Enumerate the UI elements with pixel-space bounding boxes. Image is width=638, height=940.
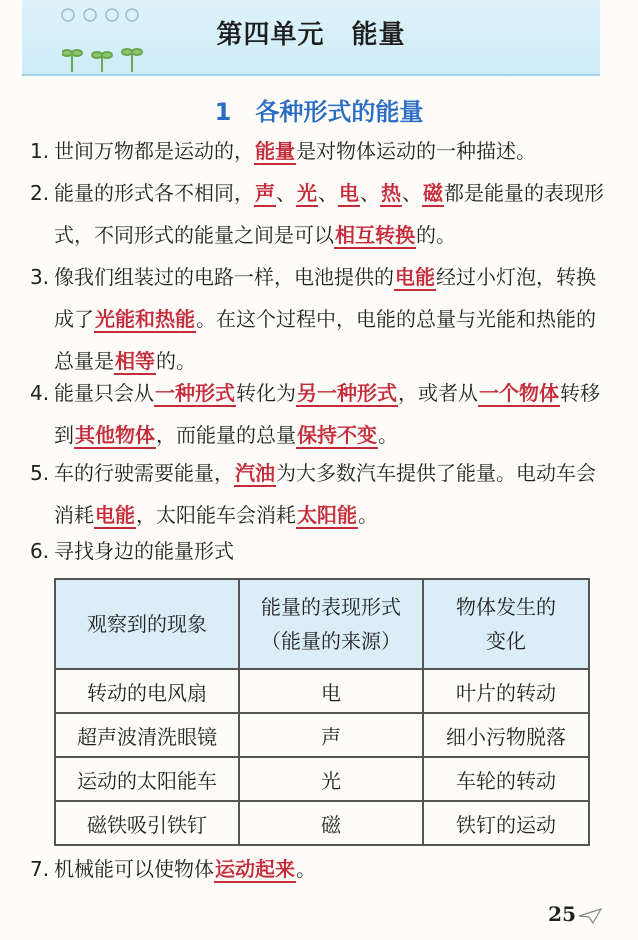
table-cell: 运动的太阳能车 [55,757,239,801]
item-number: 1. [30,139,50,163]
item-text [54,452,612,536]
item-text-part: 转化为 [236,381,296,405]
item-text-part: 机械能可以使物体 [54,857,214,881]
table-header-row [55,579,589,669]
item-text-part: 为大多数汽车提供了能量。电动车会消耗 [54,461,596,527]
table-header: 物体发生的 变化 [423,579,589,669]
list-item [30,256,612,382]
table-cell: 声 [239,713,423,757]
answer-text: 其他物体 [75,423,155,447]
item-text-part: 、 [402,181,422,205]
table-cell: 磁铁吸引铁钉 [55,801,239,845]
item-text-part: 、 [360,181,380,205]
item-number: 5. [30,461,50,485]
answer-text: 光 [297,181,317,205]
table-cell: 车轮的转动 [423,757,589,801]
answer-text: 声 [255,181,275,205]
table-cell: 铁钉的运动 [423,801,589,845]
table-header: 能量的表现形式 （能量的来源） [239,579,423,669]
list-item [30,130,612,172]
answer-text: 一种形式 [155,381,235,405]
list-item [30,530,612,572]
item-text [54,172,612,256]
answer-text: 汽油 [235,461,275,485]
answer-text: 保持不变 [297,423,377,447]
table-cell: 超声波清洗眼镜 [55,713,239,757]
item-text-part: 能量的形式各不相同， [54,181,254,205]
item-text-part: 寻找身边的能量形式 [54,539,234,563]
item-number: 3. [30,265,50,289]
unit-title: 第四单元 能量 [216,20,406,50]
lesson-title: 1 各种形式的能量 [214,98,424,126]
table-cell: 叶片的转动 [423,669,589,713]
page-number: 25 [548,902,576,926]
item-text-part: 车的行驶需要能量， [54,461,234,485]
paper-plane-icon [578,908,602,924]
item-text-part: 。 [378,423,398,447]
table-cell: 电 [239,669,423,713]
item-number: 6. [30,539,50,563]
table-cell: 光 [239,757,423,801]
item-number: 4. [30,381,50,405]
table-header: 观察到的现象 [55,579,239,669]
item-text-part: 、 [318,181,338,205]
answer-text: 磁 [423,181,443,205]
table-cell: 细小污物脱落 [423,713,589,757]
item-text-part: ，太阳能车会消耗 [136,503,296,527]
item-text-part: ，而能量的总量 [156,423,296,447]
table-row [55,669,589,713]
item-text-part: 、 [276,181,296,205]
item-number: 2. [30,181,50,205]
item-text-part: 能量只会从 [54,381,154,405]
answer-text: 另一种形式 [297,381,397,405]
answer-text: 光能和热能 [95,307,195,331]
table-row [55,801,589,845]
item-text [54,256,612,382]
answer-text: 能量 [255,139,295,163]
item-text-part: 。 [296,857,316,881]
item-text [54,130,612,172]
item-text-part: 转移到 [54,381,600,447]
item-text [54,372,612,456]
answer-text: 相等 [115,349,155,373]
list-item [30,172,612,256]
item-number: 7. [30,857,50,881]
table-row [55,757,589,801]
list-item [30,848,612,890]
table-row [55,713,589,757]
item-text-part: 世间万物都是运动的， [54,139,254,163]
item-text-part: 像我们组装过的电路一样，电池提供的 [54,265,394,289]
answer-text: 电能 [95,503,135,527]
item-text-part: 的。 [156,349,196,373]
item-text-part: 。 [358,503,378,527]
energy-table [54,578,590,846]
answer-text: 热 [381,181,401,205]
item-text [54,530,612,572]
table-cell: 磁 [239,801,423,845]
table-cell: 转动的电风扇 [55,669,239,713]
answer-text: 太阳能 [297,503,357,527]
item-text-part: 。在这个过程中，电能的总量与光能和热能的总量是 [54,307,596,373]
unit-banner [22,0,600,76]
item-text-part: ，或者从 [398,381,478,405]
item-text-part: 经过小灯泡，转换成了 [54,265,596,331]
item-text [54,848,612,890]
answer-text: 一个物体 [479,381,559,405]
answer-text: 电能 [395,265,435,289]
item-text-part: 是对物体运动的一种描述。 [296,139,536,163]
item-text-part: 都是能量的表现形式，不同形式的能量之间是可以 [54,181,604,247]
item-text-part: 的。 [416,223,456,247]
answer-text: 电 [339,181,359,205]
answer-text: 相互转换 [335,223,415,247]
answer-text: 运动起来 [215,857,295,881]
list-item [30,372,612,456]
list-item [30,452,612,536]
